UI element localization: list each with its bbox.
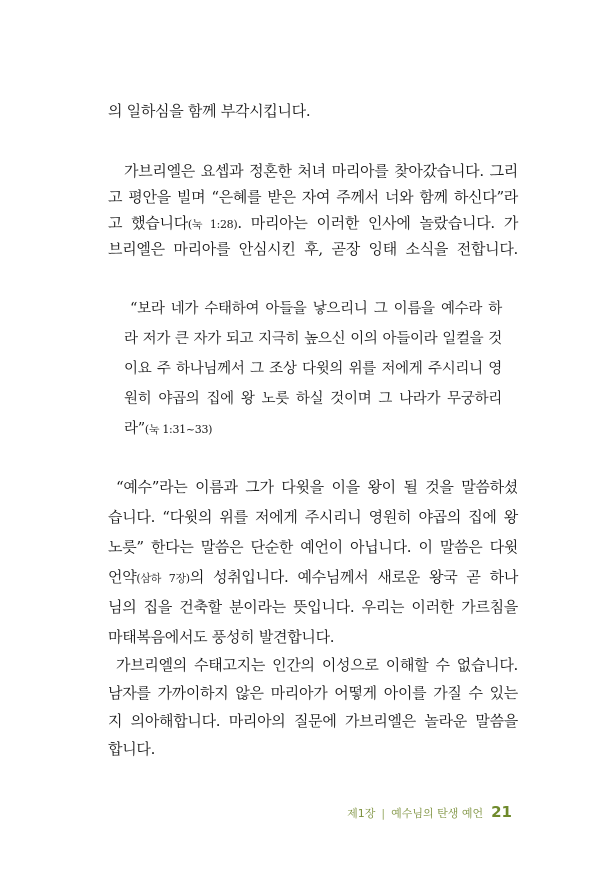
text-line: 합니다. bbox=[108, 740, 156, 758]
quote-line: 원히 야곱의 집에 왕 노릇 하실 것이며 그 나라가 무궁하리 bbox=[124, 391, 502, 407]
text-line bbox=[108, 214, 518, 234]
footer-separator: | bbox=[381, 807, 386, 820]
quote-line: 라 저가 큰 자가 되고 지극히 높으신 이의 아들이라 일컬을 것 bbox=[124, 331, 502, 347]
text-line: 님의 집을 건축할 분이라는 뜻입니다. 우리는 이러한 가르침을 bbox=[108, 598, 518, 616]
text-line: 가브리엘의 수태고지는 인간의 이성으로 이해할 수 없습니다. bbox=[116, 656, 518, 674]
page-number: 21 bbox=[491, 803, 512, 821]
scripture-reference: (눅 1:28) bbox=[187, 218, 238, 231]
text-line: 의 일하심을 함께 부각시킵니다. bbox=[108, 102, 311, 120]
text-run: 라” bbox=[124, 421, 145, 437]
chapter-label: 제1장 bbox=[347, 807, 376, 820]
text-run: 의 성취입니다. 예수님께서 새로운 왕국 곧 하나 bbox=[189, 568, 519, 586]
quote-line: 이요 주 하나님께서 그 조상 다윗의 위를 저에게 주시리니 영 bbox=[124, 361, 502, 377]
quote-line bbox=[124, 420, 502, 439]
scripture-reference: (눅 1:31~33) bbox=[144, 423, 213, 436]
text-line: 습니다. “다윗의 위를 저에게 주시리니 영원히 야곱의 집에 왕 bbox=[108, 508, 518, 526]
text-line: 노릇” 한다는 말씀은 단순한 예언이 아닙니다. 이 말씀은 다윗 bbox=[108, 538, 518, 556]
text-line bbox=[108, 568, 518, 588]
text-run: 고 했습니다 bbox=[108, 214, 188, 232]
section-title: 예수님의 탄생 예언 bbox=[391, 807, 484, 820]
text-line: 남자를 가까이하지 않은 마리아가 어떻게 아이를 가질 수 있는 bbox=[108, 684, 518, 702]
text-run: 언약 bbox=[108, 568, 137, 586]
scripture-reference: (삼하 7장) bbox=[136, 572, 190, 585]
running-footer bbox=[0, 803, 512, 821]
text-line: “예수”라는 이름과 그가 다윗을 이을 왕이 될 것을 말씀하셨 bbox=[116, 478, 518, 496]
quote-line: “보라 네가 수태하여 아들을 낳으리니 그 이름을 예수라 하 bbox=[130, 301, 502, 317]
text-line: 가브리엘은 요셉과 정혼한 처녀 마리아를 찾아갔습니다. 그리 bbox=[124, 162, 518, 180]
text-line: 브리엘은 마리아를 안심시킨 후, 곧장 잉태 소식을 전합니다. bbox=[108, 240, 518, 258]
text-run: . 마리아는 이러한 인사에 놀랐습니다. 가 bbox=[237, 214, 519, 232]
text-line: 고 평안을 빌며 “은혜를 받은 자여 주께서 너와 함께 하신다”라 bbox=[108, 188, 518, 206]
text-line: 지 의아해합니다. 마리아의 질문에 가브리엘은 놀라운 말씀을 bbox=[108, 712, 518, 730]
text-line: 마태복음에서도 풍성히 발견합니다. bbox=[108, 628, 335, 646]
